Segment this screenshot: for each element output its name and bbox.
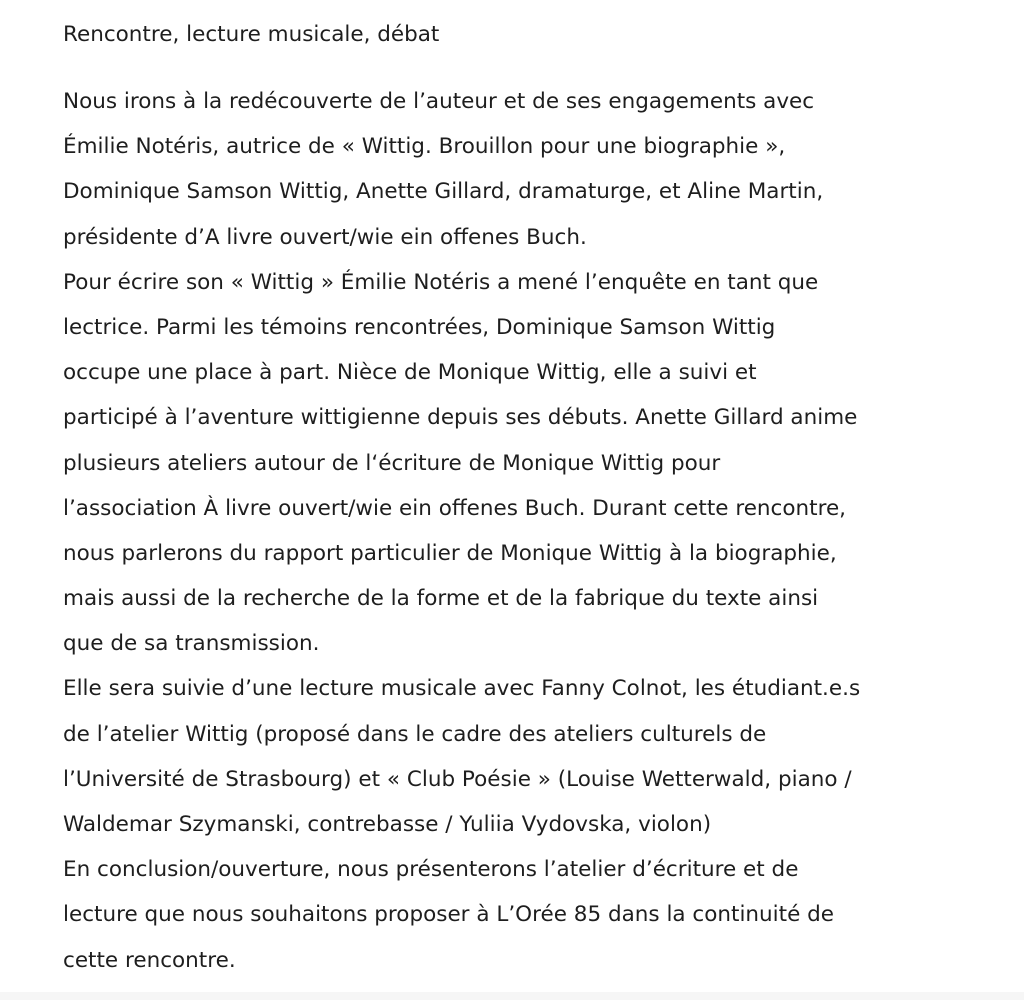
article-body	[63, 79, 860, 983]
body-line: Elle sera suivie d’une lecture musicale avec Fanny Colnot, les étudiant.e.s	[63, 676, 861, 702]
body-line: de l’atelier Wittig (proposé dans le cadre des ateliers culturels de	[63, 721, 767, 747]
body-line: occupe une place à part. Nièce de Monique Wittig, elle a suivi et	[63, 360, 757, 386]
bottom-divider	[0, 992, 1024, 1000]
article-subtitle: Rencontre, lecture musicale, débat	[63, 22, 440, 47]
body-line: Pour écrire son « Wittig » Émilie Notéris a mené l’enquête en tant que	[63, 269, 819, 295]
body-line: l’association À livre ouvert/wie ein offenes Buch. Durant cette rencontre,	[63, 495, 847, 521]
body-line: Nous irons à la redécouverte de l’auteur et de ses engagements avec	[63, 89, 815, 114]
body-line: Dominique Samson Wittig, Anette Gillard, dramaturge, et Aline Martin,	[63, 179, 824, 205]
body-line: Émilie Notéris, autrice de « Wittig. Brouillon pour une biographie »,	[63, 134, 786, 160]
body-line: plusieurs ateliers autour de l‘écriture de Monique Wittig pour	[63, 450, 721, 476]
body-line: lectrice. Parmi les témoins rencontrées, Dominique Samson Wittig	[63, 314, 776, 340]
body-line: mais aussi de la recherche de la forme et de la fabrique du texte ainsi	[63, 586, 819, 612]
body-line: que de sa transmission.	[63, 631, 320, 657]
body-line: lecture que nous souhaitons proposer à L’Orée 85 dans la continuité de	[63, 902, 835, 928]
body-line: Waldemar Szymanski, contrebasse / Yuliia Vydovska, violon)	[63, 812, 712, 837]
body-line: participé à l’aventure wittigienne depuis ses débuts. Anette Gillard anime	[63, 405, 858, 431]
body-line: En conclusion/ouverture, nous présenterons l’atelier d’écriture et de	[63, 857, 799, 883]
body-line: présidente d’A livre ouvert/wie ein offenes Buch.	[63, 224, 587, 250]
body-line: nous parlerons du rapport particulier de Monique Wittig à la biographie,	[63, 540, 837, 566]
body-line: l’Université de Strasbourg) et « Club Poésie » (Louise Wetterwald, piano /	[63, 766, 852, 792]
body-line: cette rencontre.	[63, 947, 236, 973]
